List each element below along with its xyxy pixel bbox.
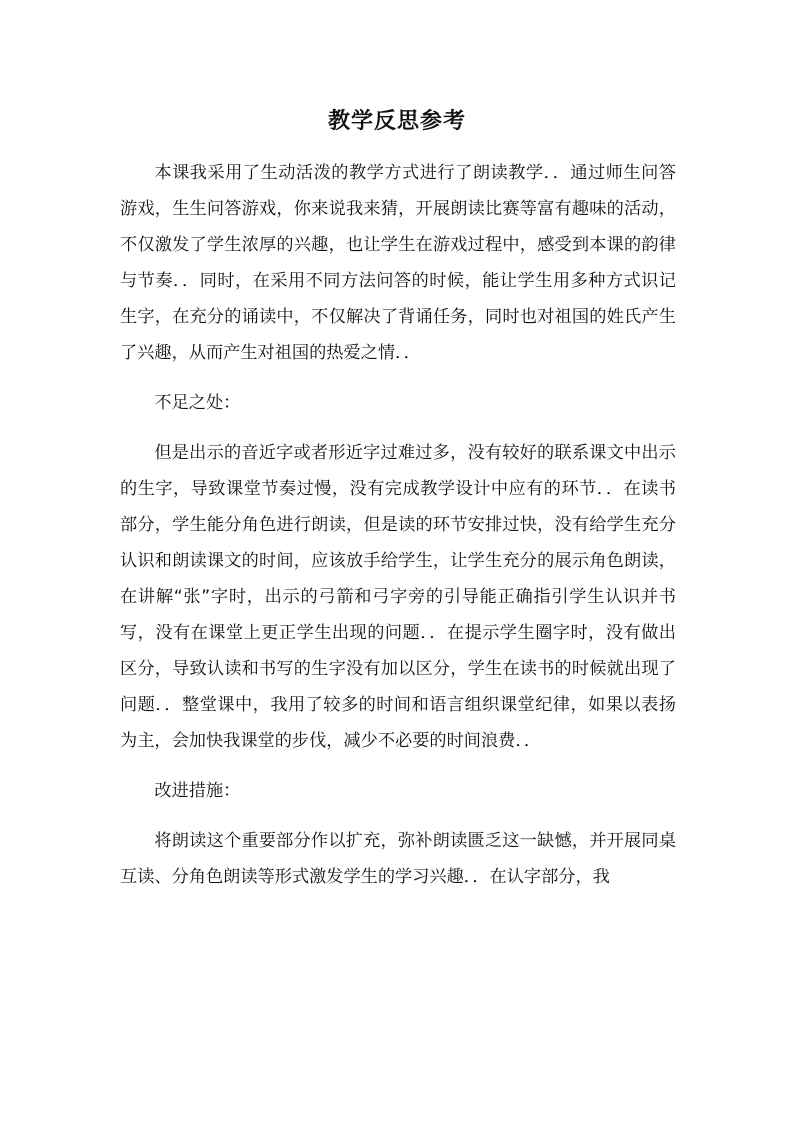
paragraph-improvements: 将朗读这个重要部分作以扩充，弥补朗读匮乏这一缺憾，并开展同桌互读、分角色朗读等形式激发学生的学习兴趣．．在认字部分，我 bbox=[120, 831, 676, 887]
section-heading-shortcomings: 不足之处： bbox=[154, 393, 241, 413]
paragraph-summary: 本课我采用了生动活泼的教学方式进行了朗读教学．．通过师生问答游戏，生生问答游戏，你来说我来猜，开展朗读比赛等富有趣味的活动，不仅激发了学生浓厚的兴趣，也让学生在游戏过程中，感受到本课的韵律与节奏．．同时，在采用不同方法问答的时候，能让学生用多种方式识记生字，在充分的诵读中，不仅解决了背诵任务，同时也对祖国的姓氏产生了兴趣，从而产生对祖国的热爱之情．． bbox=[120, 163, 676, 363]
paragraph-shortcomings: 但是出示的音近字或者形近字过难过多，没有较好的联系课文中出示的生字，导致课堂节奏过慢，没有完成教学设计中应有的环节．．在读书部分，学生能分角色进行朗读，但是读的环节安排过快，没有给学生充分认识和朗读课文的时间，应该放手给学生，让学生充分的展示角色朗读，在讲解“张”字时，出示的弓箭和弓字旁的引导能正确指引学生认识并书写，没有在课堂上更正学生出现的问题．．在提示学生圈字时，没有做出区分，导致认读和书写的生字没有加以区分，学生在读书的时候就出现了问题．．整堂课中，我用了较多的时间和语言组织课堂纪律，如果以表扬为主，会加快我课堂的步伐，减少不必要的时间浪费．． bbox=[120, 443, 676, 751]
document-body bbox=[120, 155, 676, 909]
document-title: 教学反思参考 bbox=[327, 109, 466, 134]
section-heading-improvements: 改进措施： bbox=[154, 781, 241, 801]
